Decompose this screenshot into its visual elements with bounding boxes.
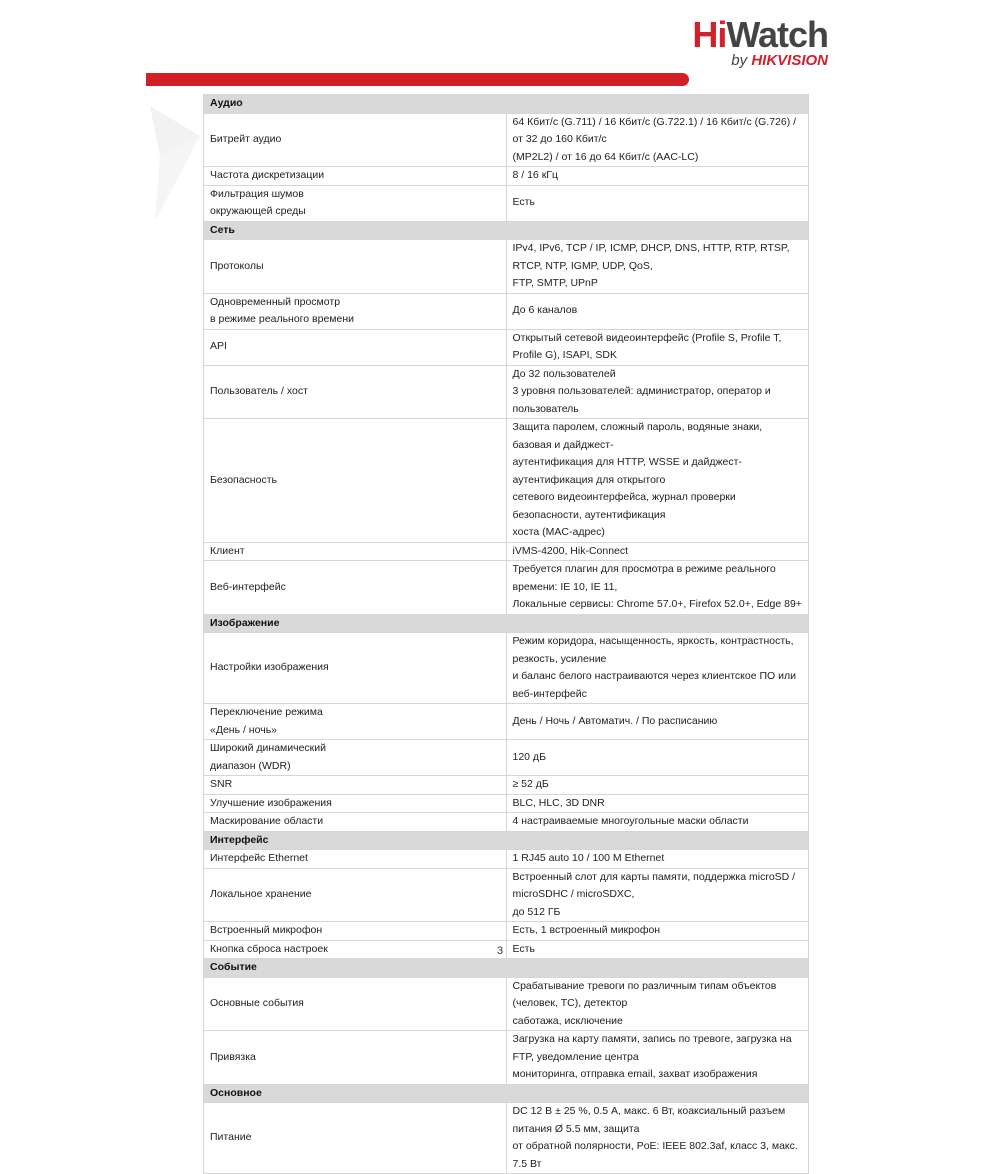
spec-value	[506, 633, 809, 704]
spec-row	[204, 813, 809, 832]
cell-line: BLC, HLC, 3D DNR	[512, 796, 605, 809]
spec-value	[506, 776, 809, 795]
section-header	[204, 95, 809, 114]
cell-line: 120 дБ	[512, 750, 546, 763]
hiwatch-logo	[692, 16, 828, 69]
cell-line: Есть, 1 встроенный микрофон	[512, 924, 661, 936]
spec-row	[204, 240, 809, 294]
section-title: Аудио	[204, 95, 809, 114]
cell-line: (MP2L2) / от 16 до 64 Кбит/с (AAC-LC)	[512, 150, 699, 163]
logo-brand-hi: Hi	[692, 14, 727, 55]
cell-line: Настройки изображения	[210, 661, 329, 674]
cell-line: в режиме реального времени	[210, 313, 355, 325]
cell-line: Встроенный слот для карты памяти, поддержка microSD / microSDHC / microSDXC,	[512, 870, 796, 900]
cell-line: DC 12 В ± 25 %, 0.5 А, макс. 6 Вт, коаксиальный разъем питания Ø 5.5 мм, защита	[512, 1105, 786, 1135]
cell-line: 1 RJ45 auto 10 / 100 M Ethernet	[512, 852, 665, 864]
cell-line: Частота дискретизации	[210, 169, 325, 181]
cell-line: Локальное хранение	[210, 888, 312, 900]
spec-value	[506, 365, 809, 419]
spec-label	[204, 813, 507, 832]
spec-label	[204, 633, 507, 704]
spec-label	[204, 542, 507, 561]
spec-row	[204, 704, 809, 740]
cell-line: аутентификация для HTTP, WSSE и дайджест-аутентификация для открытого	[512, 456, 742, 486]
spec-value	[506, 240, 809, 294]
section-header	[204, 614, 809, 633]
page-number: 3	[496, 945, 504, 957]
logo-by: by	[731, 52, 748, 69]
spec-row	[204, 365, 809, 419]
spec-value	[506, 850, 809, 869]
cell-line: Пользователь / хост	[210, 385, 308, 397]
spec-row	[204, 185, 809, 221]
spec-value	[506, 167, 809, 186]
cell-line: Питание	[210, 1131, 252, 1144]
section-title: Событие	[204, 959, 809, 978]
spec-row	[204, 561, 809, 615]
spec-label	[204, 240, 507, 294]
header-red-bar	[146, 73, 689, 86]
cell-line: Привязка	[210, 1050, 256, 1063]
cell-line: Протоколы	[210, 259, 264, 272]
spec-label	[204, 185, 507, 221]
spec-value	[506, 704, 809, 740]
section-header	[204, 1084, 809, 1103]
spec-row	[204, 167, 809, 186]
spec-label	[204, 868, 507, 922]
cell-line: сетевого видеоинтерфейса, журнал проверки безопасности, аутентификация	[512, 491, 736, 521]
spec-label	[204, 776, 507, 795]
spec-row	[204, 1103, 809, 1174]
section-title: Основное	[204, 1084, 809, 1103]
spec-value	[506, 113, 809, 167]
spec-label	[204, 113, 507, 167]
cell-line: 64 Кбит/с (G.711) / 16 Кбит/с (G.722.1) / 16 Кбит/с (G.726) / от 32 до 160 Кбит/с	[512, 115, 797, 145]
spec-label	[204, 740, 507, 776]
cell-line: Требуется плагин для просмотра в режиме реального времени: IE 10, IE 11,	[512, 563, 776, 593]
cell-line: и баланс белого настраиваются через клиентское ПО или веб-интерфейс	[512, 670, 796, 700]
spec-label	[204, 419, 507, 543]
cell-line: Одновременный просмотр	[210, 295, 341, 308]
spec-row	[204, 922, 809, 941]
cell-line: окружающей среды	[210, 205, 306, 217]
cell-line: FTP, SMTP, UPnP	[512, 277, 598, 289]
spec-value	[506, 813, 809, 832]
section-title: Сеть	[204, 221, 809, 240]
cell-line: Режим коридора, насыщенность, яркость, контрастность, резкость, усиление	[512, 635, 794, 665]
section-header	[204, 959, 809, 978]
spec-label	[204, 977, 507, 1031]
spec-value	[506, 1103, 809, 1174]
spec-row	[204, 977, 809, 1031]
cell-line: День / Ночь / Автоматич. / По расписанию	[512, 714, 718, 727]
spec-label	[204, 365, 507, 419]
logo-brand-watch: Watch	[726, 14, 828, 55]
spec-value	[506, 740, 809, 776]
spec-value	[506, 293, 809, 329]
cell-line: Открытый сетевой видеоинтерфейс (Profile S, Profile T, Profile G), ISAPI, SDK	[512, 331, 782, 361]
cell-line: Веб-интерфейс	[210, 580, 286, 593]
cell-line: до 512 ГБ	[512, 905, 561, 918]
cell-line: ≥ 52 дБ	[512, 778, 549, 790]
spec-value	[506, 561, 809, 615]
cell-line: саботажа, исключение	[512, 1014, 623, 1027]
spec-row	[204, 293, 809, 329]
section-title: Изображение	[204, 614, 809, 633]
cell-line: До 6 каналов	[512, 304, 578, 317]
spec-value	[506, 419, 809, 543]
spec-label	[204, 293, 507, 329]
logo-partner: HIKVISION	[751, 52, 828, 69]
spec-label	[204, 561, 507, 615]
spec-value	[506, 794, 809, 813]
cell-line: «День / ночь»	[210, 723, 277, 736]
spec-value	[506, 185, 809, 221]
spec-row	[204, 113, 809, 167]
spec-row	[204, 868, 809, 922]
spec-value	[506, 329, 809, 365]
cell-line: До 32 пользователей	[512, 367, 616, 380]
cell-line: Есть	[512, 196, 535, 209]
cell-line: Улучшение изображения	[210, 796, 332, 809]
spec-row	[204, 419, 809, 543]
spec-row	[204, 794, 809, 813]
cell-line: Фильтрация шумов	[210, 187, 304, 200]
cell-line: Срабатывание тревоги по различным типам объектов (человек, ТС), детектор	[512, 979, 777, 1009]
spec-row	[204, 1031, 809, 1085]
spec-label	[204, 850, 507, 869]
cell-line: диапазон (WDR)	[210, 759, 291, 772]
cell-line: Основные события	[210, 997, 304, 1009]
spec-label	[204, 1103, 507, 1174]
spec-value	[506, 977, 809, 1031]
spec-row	[204, 633, 809, 704]
cell-line: Защита паролем, сложный пароль, водяные знаки, базовая и дайджест-	[512, 421, 763, 451]
cell-line: хоста (MAC-адрес)	[512, 526, 605, 538]
cell-line: Маскирование области	[210, 815, 324, 827]
cell-line: Переключение режима	[210, 706, 323, 718]
cell-line: iVMS-4200, Hik-Connect	[512, 544, 629, 557]
cell-line: Безопасность	[210, 473, 277, 486]
cell-line: 3 уровня пользователей: администратор, оператор и пользователь	[512, 385, 771, 415]
spec-row	[204, 850, 809, 869]
spec-row	[204, 542, 809, 561]
spec-label	[204, 167, 507, 186]
cell-line: API	[210, 340, 227, 353]
spec-label	[204, 704, 507, 740]
cell-line: от обратной полярности, PoE: IEEE 802.3af, класс 3, макс. 7.5 Вт	[512, 1140, 798, 1170]
cell-line: Есть	[512, 942, 535, 955]
cell-line: Клиент	[210, 544, 245, 557]
watermark-shape	[140, 96, 210, 226]
section-header	[204, 831, 809, 850]
spec-value	[506, 1031, 809, 1085]
cell-line: 4 настраиваемые многоугольные маски области	[512, 815, 749, 827]
spec-label	[204, 329, 507, 365]
cell-line: Локальные сервисы: Chrome 57.0+, Firefox 52.0+, Edge 89+	[512, 598, 802, 610]
cell-line: Загрузка на карту памяти, запись по тревоге, загрузка на FTP, уведомление центра	[512, 1033, 792, 1063]
spec-value	[506, 922, 809, 941]
cell-line: SNR	[210, 778, 233, 790]
spec-row	[204, 740, 809, 776]
cell-line: 8 / 16 кГц	[512, 169, 558, 181]
spec-label	[204, 922, 507, 941]
cell-line: Интерфейс Ethernet	[210, 852, 308, 864]
spec-label	[204, 794, 507, 813]
spec-row	[204, 329, 809, 365]
cell-line: Кнопка сброса настроек	[210, 942, 328, 955]
cell-line: мониторинга, отправка email, захват изображения	[512, 1068, 758, 1080]
section-header	[204, 221, 809, 240]
cell-line: Встроенный микрофон	[210, 924, 323, 936]
spec-value	[506, 868, 809, 922]
cell-line: IPv4, IPv6, TCP / IP, ICMP, DHCP, DNS, HTTP, RTP, RTSP, RTCP, NTP, IGMP, UDP, QoS,	[512, 242, 790, 272]
logo-wordmark	[692, 16, 828, 54]
spec-value	[506, 542, 809, 561]
cell-line: Битрейт аудио	[210, 133, 282, 145]
spec-row	[204, 776, 809, 795]
section-title: Интерфейс	[204, 831, 809, 850]
cell-line: Широкий динамический	[210, 742, 327, 754]
spec-table	[203, 94, 809, 1174]
spec-label	[204, 1031, 507, 1085]
